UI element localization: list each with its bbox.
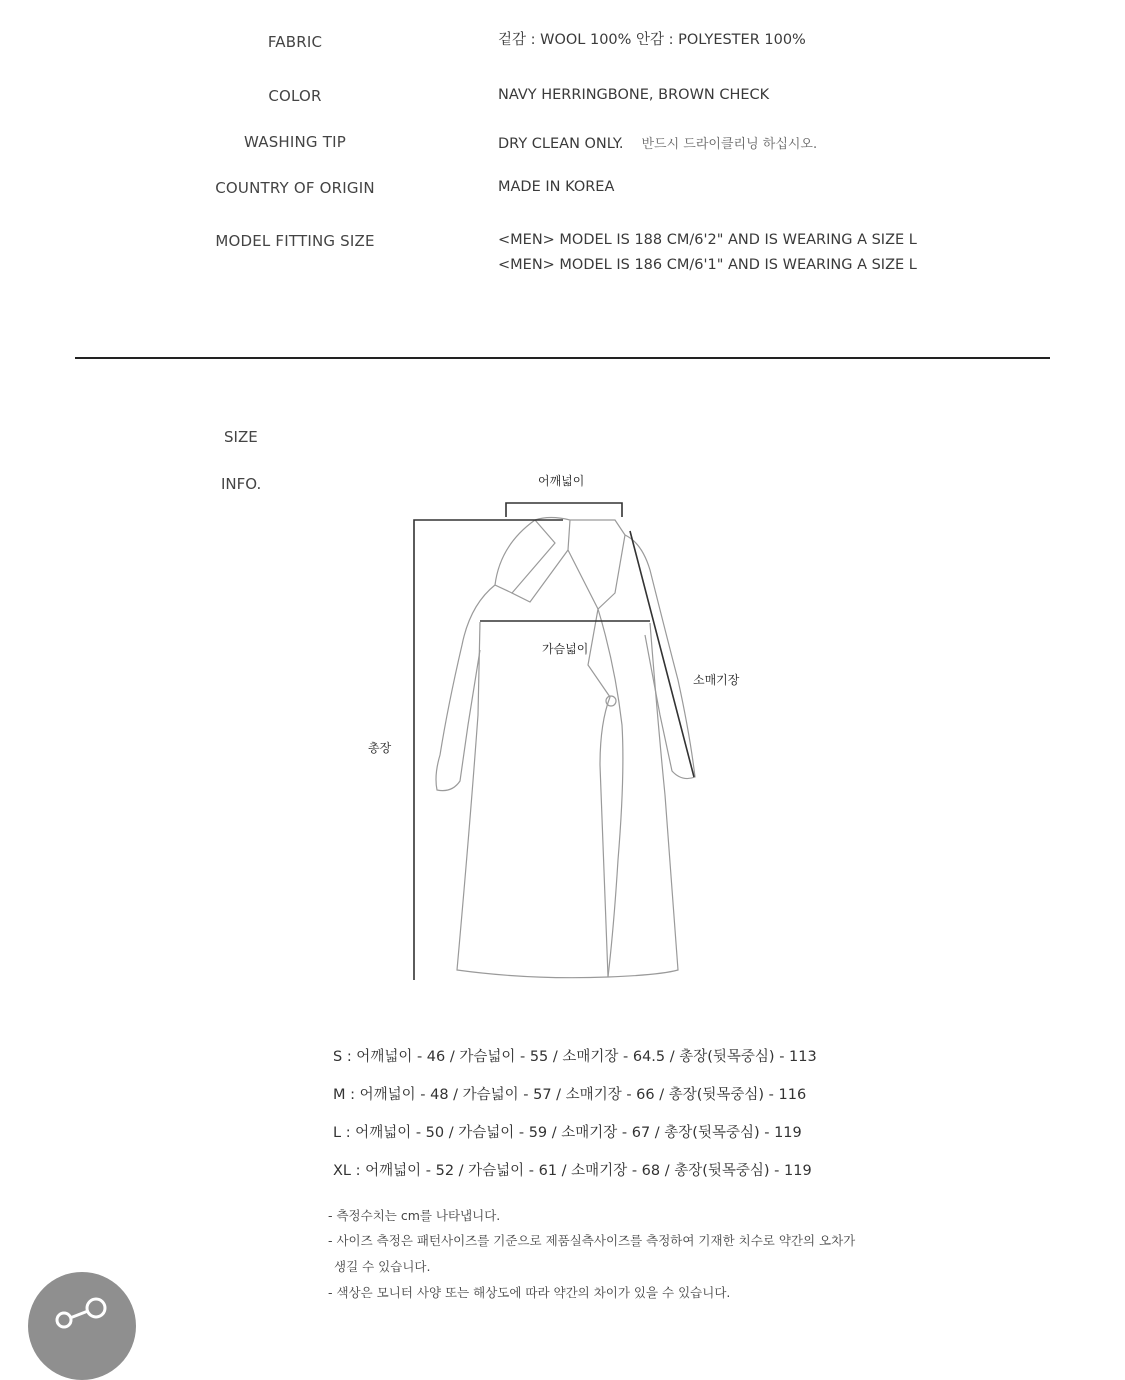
share-icon: [50, 1292, 110, 1332]
shoulder-label: 어깨넓이: [538, 474, 585, 488]
washing-value-text: DRY CLEAN ONLY.: [498, 136, 624, 152]
size-row-xl: XL : 어깨넓이 - 52 / 가슴넓이 - 61 / 소매기장 - 68 / 총장(뒷목중심) - 119: [333, 1163, 812, 1179]
spec-label-fabric: FABRIC: [267, 33, 323, 51]
note-line-2: - 사이즈 측정은 패턴사이즈를 기준으로 제품실측사이즈를 측정하여 기재한 치수로 약간의 오차가: [328, 1233, 856, 1248]
length-measure-line: [414, 520, 563, 980]
coat-outline: [436, 518, 695, 978]
section-divider: [75, 357, 1050, 359]
spec-label-origin: COUNTRY OF ORIGIN: [215, 179, 375, 197]
spec-value-fabric: 겉감 : WOOL 100% 안감 : POLYESTER 100%: [498, 32, 806, 48]
measurement-lines: [414, 503, 694, 980]
sleeve-measure-line: [630, 531, 694, 777]
length-label: 총장: [368, 741, 392, 755]
spec-value-model-1: <MEN> MODEL IS 188 CM/6'2" AND IS WEARING A SIZE L: [498, 232, 917, 248]
spec-value-model-2: <MEN> MODEL IS 186 CM/6'1" AND IS WEARING A SIZE L: [498, 257, 917, 273]
size-row-m: M : 어깨넓이 - 48 / 가슴넓이 - 57 / 소매기장 - 66 / 총장(뒷목중심) - 116: [333, 1087, 807, 1103]
spec-label-color: COLOR: [268, 87, 322, 105]
note-line-1: - 측정수치는 cm를 나타냅니다.: [328, 1208, 501, 1223]
info-heading: INFO.: [221, 475, 262, 493]
size-row-l: L : 어깨넓이 - 50 / 가슴넓이 - 59 / 소매기장 - 67 / 총장(뒷목중심) - 119: [333, 1125, 802, 1141]
spec-value-color: NAVY HERRINGBONE, BROWN CHECK: [498, 87, 770, 103]
size-heading: SIZE: [224, 428, 258, 446]
spec-value-origin: MADE IN KOREA: [498, 179, 615, 195]
spec-value-washing: [498, 133, 817, 152]
spec-label-washing: WASHING TIP: [244, 133, 346, 151]
shoulder-measure-line: [506, 503, 622, 517]
chest-label: 가슴넓이: [542, 642, 589, 656]
sleeve-label: 소매기장: [693, 673, 740, 687]
spec-label-model: MODEL FITTING SIZE: [215, 232, 375, 250]
coat-measurement-diagram: [360, 465, 780, 995]
note-line-4: - 색상은 모니터 사양 또는 해상도에 따라 약간의 차이가 있을 수 있습니다.: [328, 1285, 731, 1300]
washing-note-text: 반드시 드라이클리닝 하십시오.: [641, 137, 818, 152]
size-row-s: S : 어깨넓이 - 46 / 가슴넓이 - 55 / 소매기장 - 64.5 / 총장(뒷목중심) - 113: [333, 1049, 817, 1065]
share-button[interactable]: [28, 1272, 136, 1380]
note-line-3: 생길 수 있습니다.: [334, 1259, 431, 1274]
